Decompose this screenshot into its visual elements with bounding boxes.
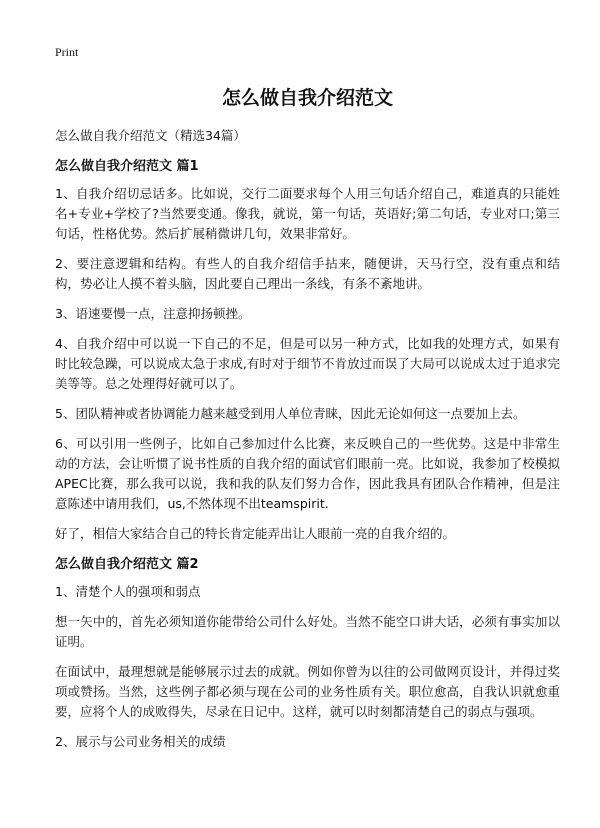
section-heading: 怎么做自我介绍范文 篇2 bbox=[55, 557, 199, 572]
paragraph: 2、要注意逻辑和结构。有些人的自我介绍信手拈来，随便讲，天马行空，没有重点和结构，势必让人摸不着头脑，因此要自己理出一条线，有条不紊地讲。 bbox=[55, 256, 560, 291]
page-title: 怎么做自我介绍范文 bbox=[221, 87, 393, 109]
paragraph: 1、自我介绍切忌话多。比如说，交行二面要求每个人用三句话介绍自己，难道真的只能姓名+专业+学校了?当然要变通。像我，就说，第一句话，英语好;第二句话，专业对口;第三句话，性格优势。然后扩展稍微讲几句，效果非常好。 bbox=[55, 186, 560, 241]
paragraph: 1、清楚个人的强项和弱点 bbox=[55, 584, 201, 599]
paragraph: 5、团队精神或者协调能力越来越受到用人单位青睐，因此无论如何这一点要加上去。 bbox=[55, 406, 526, 421]
section-2 bbox=[55, 554, 560, 752]
paragraph: 3、语速要慢一点，注意抑扬顿挫。 bbox=[55, 306, 251, 321]
paragraph: 6、可以引用一些例子，比如自己参加过什么比赛，来反映自己的一些优势。这是中非常生动的方法，会让听惯了说书性质的自我介绍的面试官们眼前一亮。比如说，我参加了校模拟APEC比赛，那么我可以说，我和我的队友们努力合作，因此我具有团队合作精神，但是注意陈述中请用我们，us,不然体现不出teamspirit. bbox=[55, 436, 560, 511]
paragraph: 想一矢中的，首先必须知道你能带给公司什么好处。当然不能空口讲大话，必须有事实加以证明。 bbox=[55, 614, 560, 649]
document-subtitle: 怎么做自我介绍范文（精选34篇） bbox=[55, 128, 246, 143]
print-link[interactable]: Print bbox=[55, 45, 79, 59]
paragraph: 4、自我介绍中可以说一下自己的不足，但是可以另一种方式，比如我的处理方式，如果有时比较急躁，可以说成太急于求成,有时对于细节不肯放过而误了大局可以说成太过于追求完美等等。总之处理得好就可以了。 bbox=[55, 336, 560, 391]
section-heading: 怎么做自我介绍范文 篇1 bbox=[55, 159, 199, 174]
section-1 bbox=[55, 156, 560, 544]
paragraph: 好了，相信大家结合自己的特长肯定能弄出让人眼前一亮的自我介绍的。 bbox=[55, 526, 456, 541]
paragraph: 2、展示与公司业务相关的成绩 bbox=[55, 734, 226, 749]
paragraph: 在面试中，最理想就是能够展示过去的成就。例如你曾为以往的公司做网页设计，并得过奖项或赞扬。当然，这些例子都必须与现在公司的业务性质有关。职位愈高，自我认识就愈重要，应将个人的成败得失，尽录在日记中。这样，就可以时刻都清楚自己的弱点与强项。 bbox=[55, 664, 560, 719]
